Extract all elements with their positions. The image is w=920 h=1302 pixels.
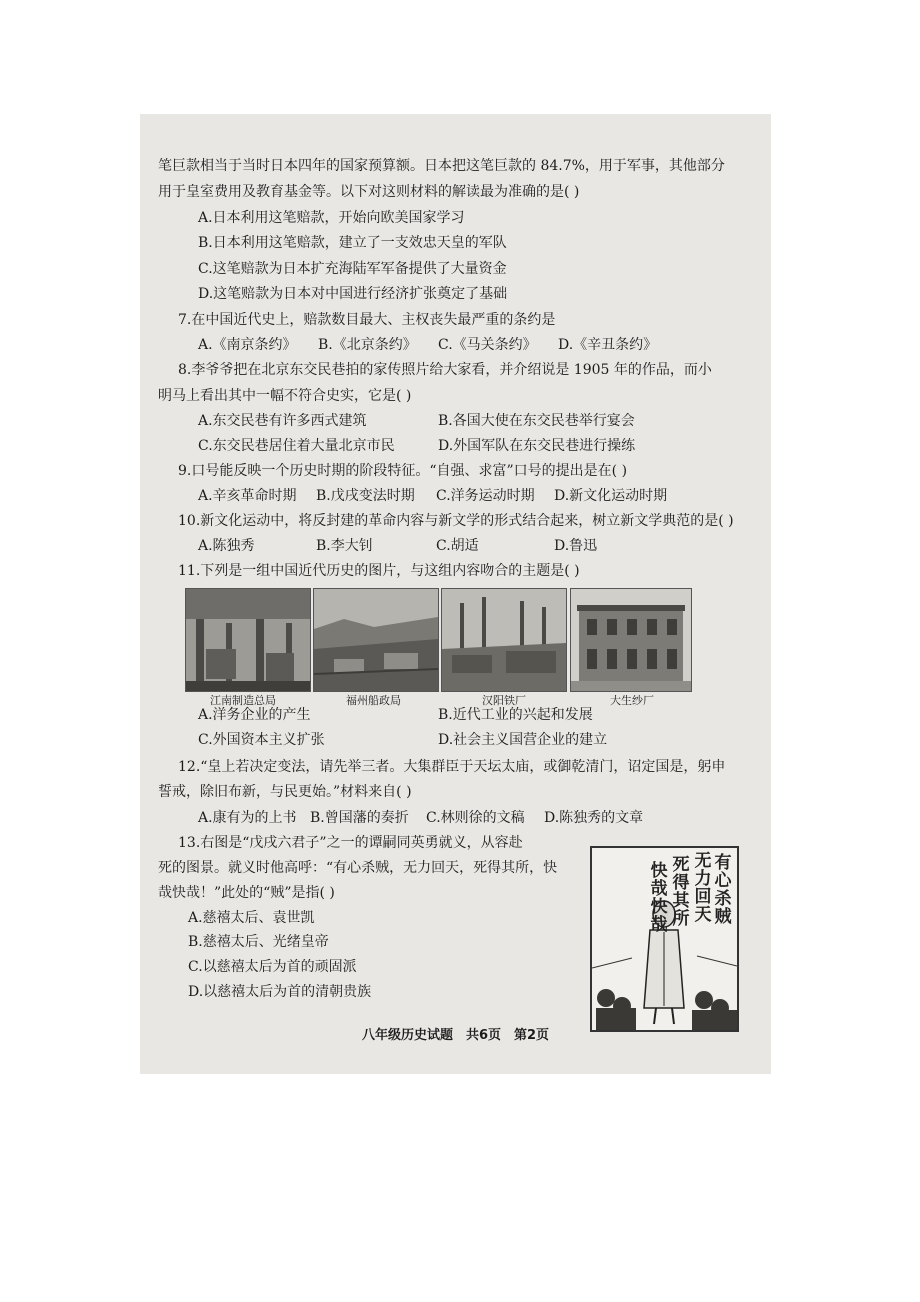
q8-option-c: C.东交民巷居住着大量北京市民: [198, 438, 395, 454]
q7-option-a: A.《南京条约》: [198, 337, 297, 353]
q10-stem: 10.新文化运动中，将反封建的革命内容与新文学的形式结合起来，树立新文学典范的是( ): [178, 513, 734, 529]
q13-stem: 哉快哉！”此处的“贼”是指( ): [158, 885, 335, 901]
photo-dasheng-cotton-mill: [570, 588, 692, 692]
q12-option-d: D.陈独秀的文章: [544, 810, 644, 826]
q9-stem: 9.口号能反映一个历史时期的阶段特征。“自强、求富”口号的提出是在( ): [178, 463, 628, 479]
q7-option-b: B.《北京条约》: [318, 337, 417, 353]
q13-option-a: A.慈禧太后、袁世凯: [188, 910, 315, 926]
q10-option-b: B.李大钊: [316, 538, 373, 554]
q9-option-c: C.洋务运动时期: [436, 488, 535, 504]
tan-sitong-cartoon: [590, 846, 739, 1032]
cartoon-slogan: 有心杀贼: [714, 853, 732, 927]
q12-stem: 誓戒，除旧布新，与民更始。”材料来自( ): [158, 784, 412, 800]
q7-option-d: D.《辛丑条约》: [558, 337, 658, 353]
q9-option-b: B.戊戌变法时期: [316, 488, 415, 504]
q10-option-d: D.鲁迅: [554, 538, 598, 554]
q13-option-c: C.以慈禧太后为首的顽固派: [188, 959, 357, 975]
q12-option-a: A.康有为的上书: [198, 810, 297, 826]
q11-stem: 11.下列是一组中国近代历史的图片，与这组内容吻合的主题是( ): [178, 563, 580, 579]
q6-option-d: D.这笔赔款为日本对中国进行经济扩张奠定了基础: [198, 286, 508, 302]
q6-option-c: C.这笔赔款为日本扩充海陆军军备提供了大量资金: [198, 261, 507, 277]
text-line: 笔巨款相当于当时日本四年的国家预算额。日本把这笔巨款的 84.7%，用于军事，其他部分: [158, 158, 725, 174]
q13-option-d: D.以慈禧太后为首的清朝贵族: [188, 984, 372, 1000]
q10-option-c: C.胡适: [436, 538, 479, 554]
q12-option-c: C.林则徐的文稿: [426, 810, 525, 826]
q13-stem: 13.右图是“戊戌六君子”之一的谭嗣同英勇就义，从容赴: [178, 835, 523, 851]
q12-option-b: B.曾国藩的奏折: [310, 810, 409, 826]
q13-option-b: B.慈禧太后、光绪皇帝: [188, 934, 329, 950]
q7-option-c: C.《马关条约》: [438, 337, 537, 353]
cartoon-slogan: 无力回天: [694, 851, 712, 925]
cartoon-slogan: 死得其所: [672, 855, 690, 929]
q9-option-a: A.辛亥革命时期: [198, 488, 297, 504]
exam-page: [140, 114, 771, 1074]
q11-option-b: B.近代工业的兴起和发展: [438, 707, 593, 723]
q10-option-a: A.陈独秀: [198, 538, 255, 554]
photo-hanyang-ironworks: [441, 588, 567, 692]
photo-caption: 江南制造总局: [210, 694, 276, 707]
photo-caption: 福州船政局: [346, 694, 401, 707]
q8-option-b: B.各国大使在东交民巷举行宴会: [438, 413, 635, 429]
q13-stem: 死的图景。就义时他高呼：“有心杀贼，无力回天，死得其所，快: [158, 860, 558, 876]
photo-caption: 汉阳铁厂: [482, 694, 526, 707]
q8-stem: 明马上看出其中一幅不符合史实，它是( ): [158, 388, 412, 404]
q9-option-d: D.新文化运动时期: [554, 488, 668, 504]
q11-option-a: A.洋务企业的产生: [198, 707, 311, 723]
q12-stem: 12.“皇上若决定变法，请先举三者。大集群臣于天坛太庙，或御乾清门，诏定国是，躬申: [178, 759, 726, 775]
photo-fuzhou-arsenal: [313, 588, 439, 692]
q7-stem: 7.在中国近代史上，赔款数目最大、主权丧失最严重的条约是: [178, 312, 556, 328]
page-footer: 八年级历史试题 共6页 第2页: [361, 1028, 550, 1043]
q8-stem: 8.李爷爷把在北京东交民巷拍的家传照片给大家看，并介绍说是 1905 年的作品，而小: [178, 362, 712, 378]
q8-option-d: D.外国军队在东交民巷进行操练: [438, 438, 636, 454]
q11-option-d: D.社会主义国营企业的建立: [438, 732, 608, 748]
q11-option-c: C.外国资本主义扩张: [198, 732, 325, 748]
q6-option-a: A.日本利用这笔赔款，开始向欧美国家学习: [198, 210, 465, 226]
q8-option-a: A.东交民巷有许多西式建筑: [198, 413, 367, 429]
photo-jiangnan-arsenal: [185, 588, 311, 692]
cartoon-slogan: 快哉快哉: [650, 861, 668, 935]
q6-option-b: B.日本利用这笔赔款，建立了一支效忠天皇的军队: [198, 235, 507, 251]
text-line: 用于皇室费用及教育基金等。以下对这则材料的解读最为准确的是( ): [158, 184, 580, 200]
photo-caption: 大生纱厂: [610, 694, 654, 707]
